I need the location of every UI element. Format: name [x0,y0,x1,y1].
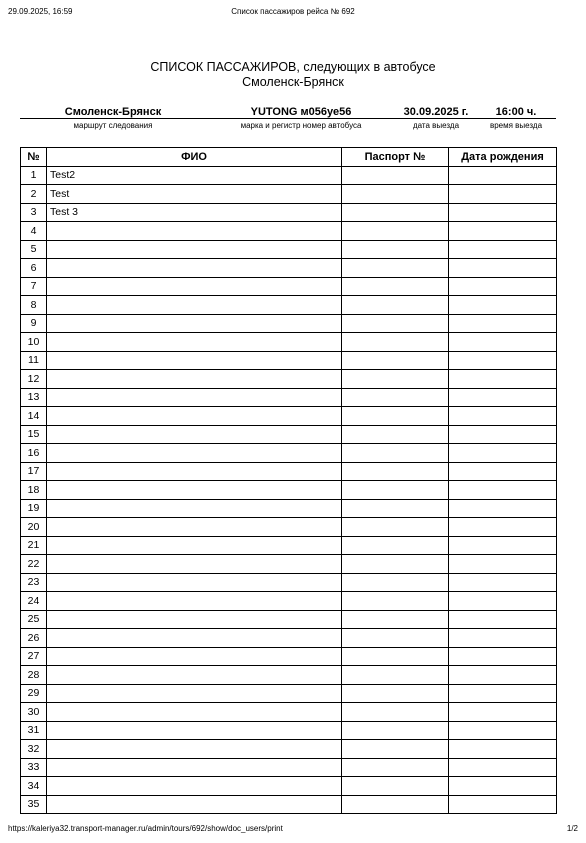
print-doc-title: Список пассажиров рейса № 692 [231,7,355,16]
cell-passport [342,629,449,648]
cell-number: 11 [21,351,47,370]
trip-route: Смоленск-Брянск [64,106,162,118]
cell-number: 2 [21,185,47,204]
cell-passport [342,610,449,629]
cell-number: 19 [21,499,47,518]
table-row [21,721,557,740]
cell-name [47,240,342,259]
document-title-line2: Смоленск-Брянск [242,75,344,89]
column-header-number: № [21,148,47,167]
column-header-birthdate: Дата рождения [449,148,557,167]
table-row [21,351,557,370]
table-row [21,166,557,185]
cell-number: 20 [21,518,47,537]
cell-passport [342,203,449,222]
cell-number: 14 [21,407,47,426]
cell-passport [342,222,449,241]
cell-birthdate [449,684,557,703]
cell-passport [342,185,449,204]
print-page-number: 1/2 [566,824,578,833]
cell-name: Test [47,185,342,204]
cell-passport [342,259,449,278]
cell-passport [342,277,449,296]
cell-passport [342,647,449,666]
cell-name [47,703,342,722]
document-title [0,60,586,90]
cell-name [47,444,342,463]
cell-birthdate [449,777,557,796]
passenger-table [20,147,557,814]
print-header [8,7,578,19]
cell-number: 25 [21,610,47,629]
table-row [21,296,557,315]
table-row [21,314,557,333]
cell-name [47,777,342,796]
table-row [21,444,557,463]
cell-number: 22 [21,555,47,574]
cell-birthdate [449,296,557,315]
cell-passport [342,795,449,814]
cell-birthdate [449,629,557,648]
cell-number: 23 [21,573,47,592]
cell-number: 13 [21,388,47,407]
cell-name [47,277,342,296]
cell-number: 6 [21,259,47,278]
cell-name [47,481,342,500]
cell-name [47,222,342,241]
cell-number: 26 [21,629,47,648]
table-row [21,740,557,759]
table-row [21,610,557,629]
cell-birthdate [449,647,557,666]
cell-birthdate [449,425,557,444]
cell-number: 33 [21,758,47,777]
cell-passport [342,684,449,703]
cell-passport [342,462,449,481]
cell-name [47,592,342,611]
cell-birthdate [449,203,557,222]
cell-name [47,351,342,370]
cell-passport [342,351,449,370]
table-row [21,573,557,592]
trip-date-label: дата выезда [412,121,460,130]
cell-name [47,758,342,777]
table-row [21,555,557,574]
cell-passport [342,758,449,777]
table-row [21,407,557,426]
cell-name [47,610,342,629]
print-footer [8,824,578,836]
table-row [21,462,557,481]
cell-birthdate [449,481,557,500]
cell-number: 28 [21,666,47,685]
table-row [21,185,557,204]
cell-name [47,259,342,278]
cell-passport [342,573,449,592]
table-row [21,795,557,814]
cell-name [47,555,342,574]
cell-name [47,740,342,759]
cell-number: 10 [21,333,47,352]
print-url: https://kaleriya32.transport-manager.ru/admin/tours/692/show/doc_users/print [8,824,283,833]
table-row [21,388,557,407]
table-row [21,777,557,796]
table-row [21,370,557,389]
table-row [21,629,557,648]
cell-name [47,499,342,518]
trip-date: 30.09.2025 г. [403,106,469,118]
cell-number: 9 [21,314,47,333]
table-row [21,222,557,241]
cell-number: 21 [21,536,47,555]
cell-birthdate [449,259,557,278]
cell-birthdate [449,610,557,629]
table-row [21,277,557,296]
cell-birthdate [449,222,557,241]
cell-name [47,296,342,315]
cell-birthdate [449,499,557,518]
cell-passport [342,536,449,555]
cell-number: 17 [21,462,47,481]
cell-passport [342,481,449,500]
cell-name: Test 3 [47,203,342,222]
cell-birthdate [449,795,557,814]
cell-name [47,684,342,703]
cell-passport [342,407,449,426]
column-header-passport: Паспорт № [342,148,449,167]
cell-birthdate [449,166,557,185]
table-row [21,684,557,703]
cell-passport [342,777,449,796]
cell-passport [342,740,449,759]
cell-birthdate [449,592,557,611]
cell-passport [342,721,449,740]
table-row [21,536,557,555]
table-row [21,240,557,259]
cell-birthdate [449,407,557,426]
cell-birthdate [449,518,557,537]
cell-passport [342,499,449,518]
cell-number: 29 [21,684,47,703]
table-header-row [21,148,557,167]
cell-passport [342,592,449,611]
cell-name [47,333,342,352]
cell-passport [342,314,449,333]
cell-birthdate [449,333,557,352]
cell-number: 27 [21,647,47,666]
table-row [21,666,557,685]
cell-number: 35 [21,795,47,814]
cell-passport [342,703,449,722]
cell-birthdate [449,740,557,759]
cell-number: 5 [21,240,47,259]
cell-number: 7 [21,277,47,296]
trip-time-label: время выезда [489,121,543,130]
table-row [21,203,557,222]
table-row [21,758,557,777]
cell-passport [342,333,449,352]
trip-time: 16:00 ч. [495,106,537,118]
trip-bus: YUTONG м056уе56 [250,106,352,118]
cell-birthdate [449,758,557,777]
cell-passport [342,444,449,463]
cell-name [47,462,342,481]
cell-birthdate [449,351,557,370]
cell-birthdate [449,555,557,574]
cell-number: 32 [21,740,47,759]
cell-name [47,666,342,685]
cell-name [47,425,342,444]
passenger-rows [21,166,557,814]
cell-passport [342,296,449,315]
table-row [21,333,557,352]
cell-birthdate [449,703,557,722]
cell-name [47,721,342,740]
cell-number: 15 [21,425,47,444]
cell-number: 34 [21,777,47,796]
cell-birthdate [449,370,557,389]
column-header-name: ФИО [47,148,342,167]
cell-passport [342,425,449,444]
trip-route-label: маршрут следования [73,121,153,130]
cell-name [47,388,342,407]
cell-birthdate [449,462,557,481]
cell-passport [342,240,449,259]
table-row [21,647,557,666]
cell-birthdate [449,388,557,407]
cell-number: 30 [21,703,47,722]
cell-birthdate [449,314,557,333]
cell-passport [342,666,449,685]
cell-birthdate [449,185,557,204]
trip-info-row [20,106,556,119]
cell-birthdate [449,277,557,296]
cell-number: 4 [21,222,47,241]
cell-birthdate [449,240,557,259]
cell-name [47,370,342,389]
cell-passport [342,388,449,407]
cell-name [47,629,342,648]
cell-name [47,536,342,555]
cell-name [47,647,342,666]
cell-birthdate [449,721,557,740]
cell-number: 8 [21,296,47,315]
cell-birthdate [449,444,557,463]
table-row [21,481,557,500]
cell-number: 24 [21,592,47,611]
trip-bus-label: марка и регистр номер автобуса [240,121,362,130]
cell-number: 1 [21,166,47,185]
table-row [21,703,557,722]
print-datetime: 29.09.2025, 16:59 [8,7,73,16]
cell-passport [342,166,449,185]
cell-name [47,573,342,592]
table-row [21,518,557,537]
cell-name: Test2 [47,166,342,185]
trip-info-labels [20,121,556,133]
cell-passport [342,555,449,574]
cell-name [47,407,342,426]
document-title-line1: СПИСОК ПАССАЖИРОВ, следующих в автобусе [150,60,436,74]
table-row [21,592,557,611]
cell-birthdate [449,666,557,685]
cell-birthdate [449,573,557,592]
cell-passport [342,370,449,389]
table-row [21,259,557,278]
cell-passport [342,518,449,537]
table-row [21,425,557,444]
table-row [21,499,557,518]
cell-number: 18 [21,481,47,500]
cell-number: 16 [21,444,47,463]
cell-birthdate [449,536,557,555]
cell-name [47,795,342,814]
cell-name [47,314,342,333]
cell-number: 12 [21,370,47,389]
cell-name [47,518,342,537]
cell-number: 3 [21,203,47,222]
cell-number: 31 [21,721,47,740]
